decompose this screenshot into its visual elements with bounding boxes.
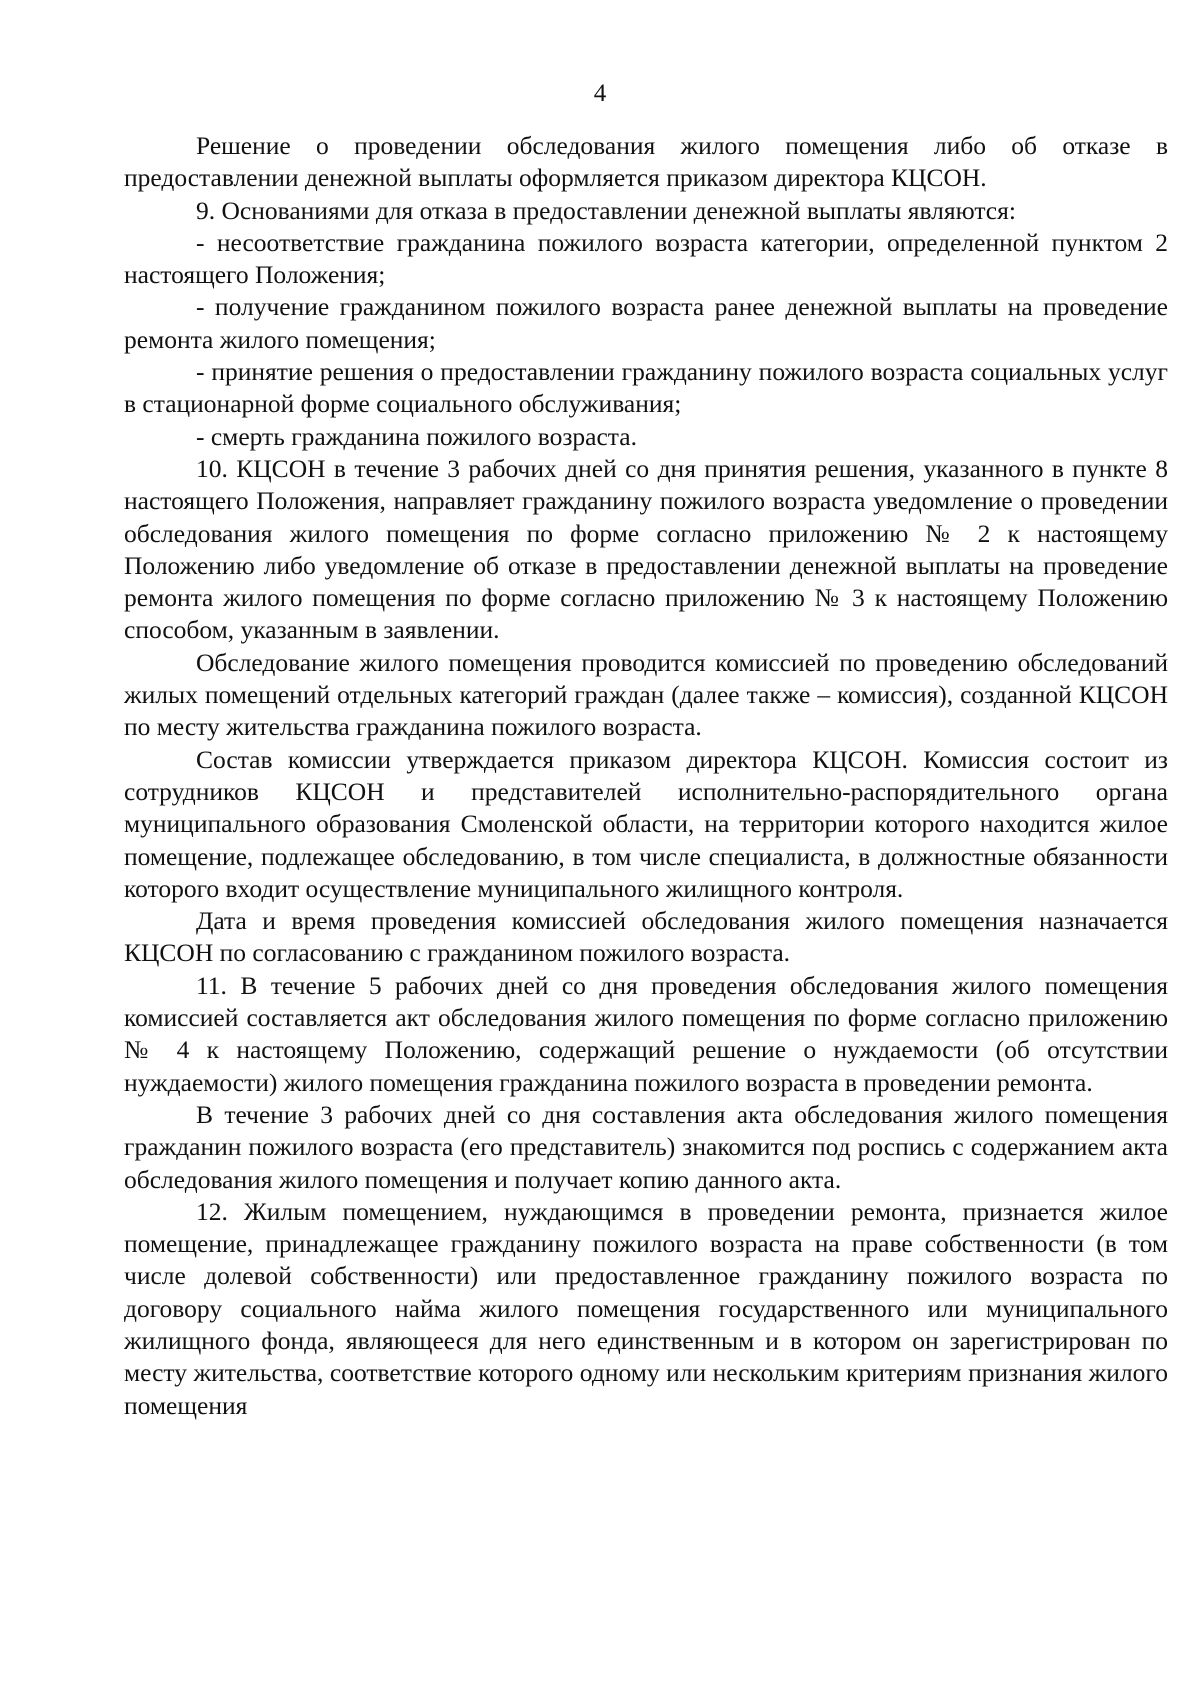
paragraph-inspection: Обследование жилого помещения проводится комиссией по проведению обследований жилых помещений отдельных категорий граждан (далее также – комиссия), созданной КЦСОН по месту жительства гражданина пожилого возраста. xyxy=(124,647,1168,742)
paragraph-item-11: 11. В течение 5 рабочих дней со дня проведения обследования жилого помещения комиссией составляется акт обследования жилого помещения по форме согласно приложению № 4 к настоящему Положению, содержащий решение о нуждаемости (об отсутствии нуждаемости) жилого помещения гражданина пожилого возраста в проведении ремонта. xyxy=(124,970,1168,1097)
paragraph-refusal-reason-1: - несоответствие гражданина пожилого возраста категории, определенной пунктом 2 настоящего Положения; xyxy=(124,227,1168,290)
paragraph-item-9: 9. Основаниями для отказа в предоставлении денежной выплаты являются: xyxy=(196,195,1016,225)
paragraph-refusal-reason-3: - принятие решения о предоставлении гражданину пожилого возраста социальных услуг в стационарной форме социального обслуживания; xyxy=(124,357,1168,419)
paragraph-act-acquaintance: В течение 3 рабочих дней со дня составления акта обследования жилого помещения гражданин пожилого возраста (его представитель) знакомится под роспись с содержанием акта обследования жилого помещения и получает копию данного акта. xyxy=(124,1099,1168,1194)
document-body xyxy=(124,130,1168,1422)
paragraph-decision: Решение о проведении обследования жилого помещения либо об отказе в предоставлении денежной выплаты оформляется приказом директора КЦСОН. xyxy=(124,131,1168,193)
paragraph-item-10: 10. КЦСОН в течение 3 рабочих дней со дня принятия решения, указанного в пункте 8 настоящего Положения, направляет гражданину пожилого возраста уведомление о проведении обследования жилого помещения по форме согласно приложению № 2 к настоящему Положению либо уведомление об отказе в предоставлении денежной выплаты на проведение ремонта жилого помещения по форме согласно приложению № 3 к настоящему Положению способом, указанным в заявлении. xyxy=(124,453,1168,645)
paragraph-commission-composition: Состав комиссии утверждается приказом директора КЦСОН. Комиссия состоит из сотрудников КЦСОН и представителей исполнительно-распорядительного органа муниципального образования Смоленской области, на территории которого находится жилое помещение, подлежащее обследованию, в том числе специалиста, в должностные обязанности которого входит осуществление муниципального жилищного контроля. xyxy=(124,744,1168,903)
paragraph-refusal-reason-2: - получение гражданином пожилого возраста ранее денежной выплаты на проведение ремонта жилого помещения; xyxy=(124,292,1168,354)
paragraph-inspection-date: Дата и время проведения комиссией обследования жилого помещения назначается КЦСОН по согласованию с гражданином пожилого возраста. xyxy=(124,906,1168,968)
paragraph-refusal-reason-4: - смерть гражданина пожилого возраста. xyxy=(196,421,637,451)
paragraph-item-12: 12. Жилым помещением, нуждающимся в проведении ремонта, признается жилое помещение, принадлежащее гражданину пожилого возраста на праве собственности (в том числе долевой собственности) или предоставленное гражданину пожилого возраста по договору социального найма жилого помещения государственного или муниципального жилищного фонда, являющееся для него единственным и в котором он зарегистрирован по месту жительства, соответствие которого одному или нескольким критериям признания жилого помещения xyxy=(124,1196,1168,1420)
page-number: 4 xyxy=(593,80,607,107)
